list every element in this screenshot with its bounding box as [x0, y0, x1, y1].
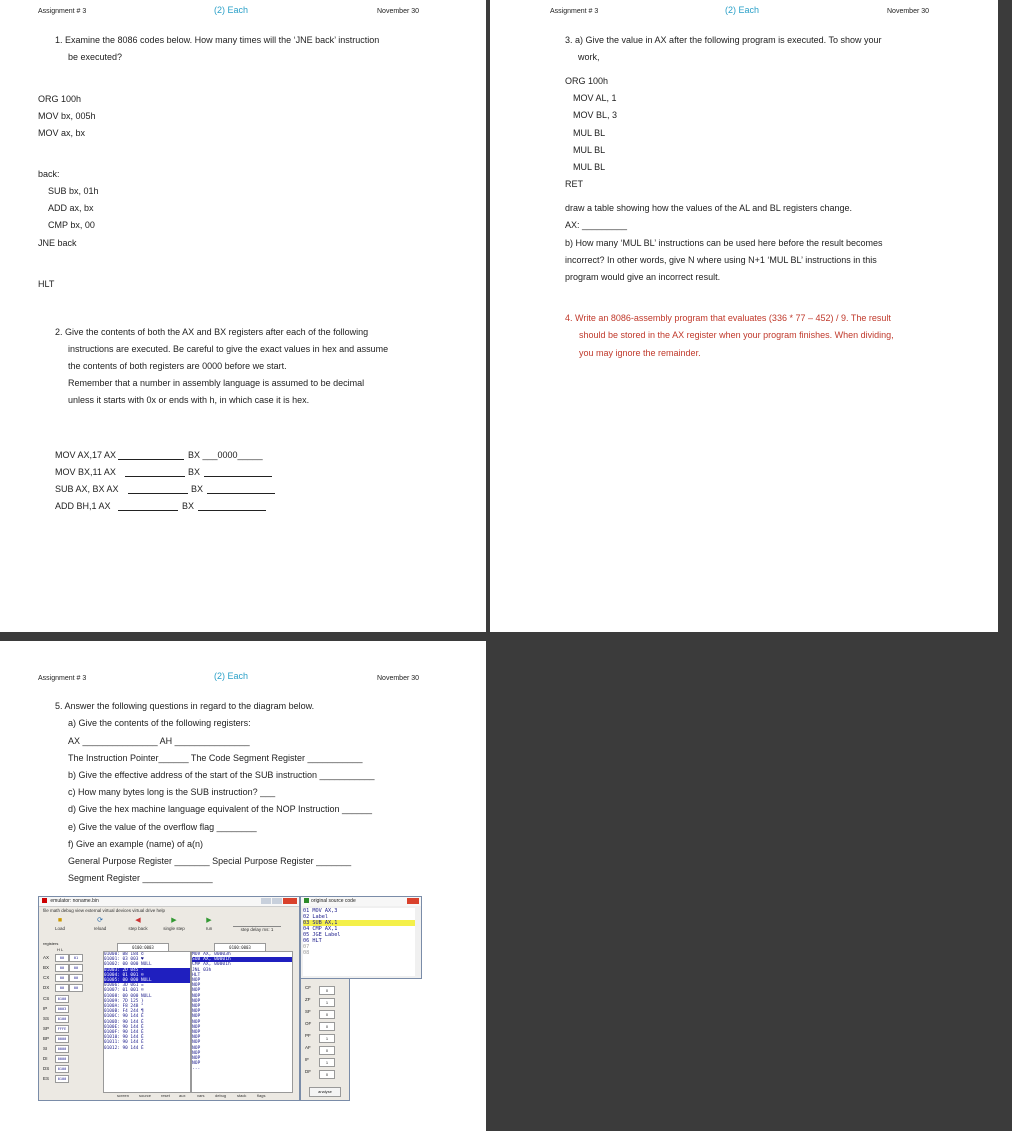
source-line-current: 03 SUB AX,1: [303, 920, 415, 926]
page-1: [0, 0, 486, 632]
q5-line: Segment Register ______________: [68, 873, 213, 883]
code-line: MUL BL: [573, 162, 606, 172]
register-row: BX 00 00: [41, 963, 101, 972]
code-line: MUL BL: [573, 128, 606, 138]
memory-row[interactable]: 0100A: F8 248 °: [104, 1004, 144, 1010]
flag-row: IF 1: [305, 1057, 345, 1067]
table-instr: MOV BX,11 AX: [55, 467, 116, 477]
q5-line: The Instruction Pointer______ The Code Segment Register ___________: [68, 753, 363, 763]
memory-row[interactable]: 01001: 03 003 ♥: [104, 957, 144, 963]
registers-panel: [41, 941, 101, 1091]
q2-text: Remember that a number in assembly language is assumed to be decimal: [68, 378, 365, 388]
code-line: ORG 100h: [38, 94, 82, 104]
register-row: SI 0000: [41, 1044, 101, 1053]
disassembly-row[interactable]: NOP: [192, 998, 201, 1004]
q5-line: d) Give the hex machine language equivalent of the NOP Instruction ______: [68, 804, 373, 814]
header-assignment: Assignment # 3: [38, 675, 87, 682]
flag-row: SF 0: [305, 1009, 345, 1019]
code-line: JNE back: [38, 238, 77, 248]
memory-row[interactable]: 01008: 00 000 NULL: [104, 993, 152, 999]
disassembly-row[interactable]: NOP: [192, 978, 201, 984]
q3-ax-answer: AX: _________: [565, 220, 628, 230]
code-line: MOV ax, bx: [38, 128, 86, 138]
disassembly-row[interactable]: ...: [192, 1066, 201, 1072]
code-label: back:: [38, 169, 60, 179]
q3-table-text: draw a table showing how the values of the AL and BL registers change.: [565, 203, 853, 213]
memory-row[interactable]: 01000: B8 184 ©: [104, 952, 144, 957]
table-bx: BX: [191, 484, 204, 494]
q3-text-2: work,: [578, 52, 600, 62]
app-icon: [42, 898, 47, 903]
q1-text: 1. Examine the 8086 codes below. How many times will the ‘JNE back’ instruction: [55, 35, 380, 45]
disasm-address-field[interactable]: 0100:0003: [214, 943, 266, 952]
q3b-text: program would give an incorrect result.: [565, 272, 721, 282]
source-line: 04 CMP AX,1: [303, 926, 338, 932]
minimize-icon[interactable]: [261, 898, 271, 904]
memory-list[interactable]: [103, 951, 191, 1093]
q2-text: instructions are executed. Be careful to give the exact values in hex and assume: [68, 344, 389, 354]
q5-line: a) Give the contents of the following registers:: [68, 718, 251, 728]
register-row: DI 0000: [41, 1054, 101, 1063]
header-points: (2) Each: [214, 671, 249, 681]
disassembly-row[interactable]: NOP: [192, 1030, 201, 1036]
flag-row: AF 0: [305, 1045, 345, 1055]
load-button[interactable]: ■ Load: [54, 917, 65, 931]
close-icon[interactable]: [283, 898, 297, 904]
header-date: November 30: [377, 8, 420, 15]
register-row: DS 0100: [41, 1064, 101, 1073]
disassembly-row[interactable]: NOP: [192, 1009, 201, 1015]
register-row: AX 00 01: [41, 953, 101, 962]
register-row: BP 0000: [41, 1034, 101, 1043]
table-instr: MOV AX,17 AX: [55, 450, 117, 460]
menu-bar[interactable]: file math debug view external virtual devices virtual drive help: [43, 908, 166, 913]
disassembly-row[interactable]: NOP: [192, 983, 201, 989]
memory-row[interactable]: 01007: 01 001 ☺: [104, 988, 144, 994]
memory-row[interactable]: 01012: 90 144 É: [104, 1045, 144, 1051]
flag-row: OF 0: [305, 1021, 345, 1031]
registers-label: registers: [43, 941, 59, 946]
run-button[interactable]: ▶ run: [205, 917, 213, 931]
header-points: (2) Each: [214, 5, 249, 15]
disassembly-row[interactable]: NOP: [192, 1019, 201, 1025]
disassembly-row[interactable]: HLT: [192, 972, 201, 978]
flag-row: PF 1: [305, 1033, 345, 1043]
code-line: RET: [565, 179, 583, 189]
emulator-title: emulator: noname.bin: [50, 898, 99, 904]
disassembly-row[interactable]: MOV AX, 00003h: [192, 952, 231, 957]
memory-row[interactable]: 0100F: 90 144 É: [104, 1030, 144, 1036]
disassembly-row[interactable]: NOP: [192, 1050, 201, 1056]
source-line: 01 MOV AX,3: [303, 908, 338, 914]
source-title: original source code: [311, 898, 356, 904]
source-button[interactable]: source: [139, 1093, 152, 1098]
memory-row[interactable]: 01011: 90 144 É: [104, 1040, 144, 1046]
source-title-bar[interactable]: [301, 897, 421, 906]
bottom-button-bar: [103, 1093, 293, 1099]
q3b-text: b) How many ‘MUL BL’ instructions can be used here before the result becomes: [565, 238, 883, 248]
register-row: SS 0100: [41, 1014, 101, 1023]
debug-button[interactable]: debug: [215, 1093, 227, 1098]
code-line: SUB bx, 01h: [48, 186, 99, 196]
code-line: ORG 100h: [565, 76, 609, 86]
disassembly-row[interactable]: CMP AX, 00001h: [192, 962, 231, 968]
table-instr: SUB AX, BX AX: [55, 484, 119, 494]
emulator-window: [38, 896, 300, 1101]
register-row: ES 0100: [41, 1074, 101, 1083]
table-bx: BX: [182, 501, 195, 511]
analyse-button[interactable]: analyse: [309, 1087, 341, 1097]
flag-row: DF 0: [305, 1069, 345, 1079]
vars-button[interactable]: vars: [197, 1093, 205, 1098]
memory-row[interactable]: 01005: 00 000 NULL: [104, 978, 190, 983]
q2-text: 2. Give the contents of both the AX and BX registers after each of the following: [55, 327, 369, 337]
close-icon[interactable]: [407, 898, 419, 904]
q5-line: AX _______________ AH _______________: [68, 736, 250, 746]
memory-row[interactable]: 0100D: 90 144 É: [104, 1019, 144, 1025]
disassembly-row[interactable]: NOP: [192, 1014, 201, 1020]
flags-window: [300, 978, 350, 1101]
source-code-window: [300, 896, 422, 979]
reload-button[interactable]: ⟳ reload: [93, 917, 107, 931]
q5-line: c) How many bytes long is the SUB instruction? ___: [68, 787, 276, 797]
flags-button[interactable]: flags: [257, 1093, 266, 1098]
disassembly-row[interactable]: NOP: [192, 1040, 201, 1046]
memory-row[interactable]: 01003: 2D 045 -: [104, 968, 190, 973]
code-line: MOV AL, 1: [573, 93, 617, 103]
memory-row[interactable]: 0100C: 90 144 É: [104, 1014, 144, 1020]
flag-row: CF 0: [305, 985, 345, 995]
register-row: DX 00 00: [41, 983, 101, 992]
q4-text: 4. Write an 8086-assembly program that evaluates (336 * 77 – 452) / 9. The result: [565, 313, 891, 323]
source-line: 02 Label: [303, 914, 328, 920]
q4-text: you may ignore the remainder.: [579, 348, 701, 358]
q5-text: 5. Answer the following questions in regard to the diagram below.: [55, 701, 315, 711]
flag-row: ZF 1: [305, 997, 345, 1007]
q1-text-2: be executed?: [68, 52, 123, 62]
q4-text: should be stored in the AX register when your program finishes. When dividing,: [579, 330, 894, 340]
disassembly-row[interactable]: JNL 03h: [192, 967, 212, 973]
source-icon: [304, 898, 309, 903]
q5-line: b) Give the effective address of the start of the SUB instruction ___________: [68, 770, 375, 780]
memory-row[interactable]: 01010: 90 144 É: [104, 1035, 144, 1041]
q5-line: e) Give the value of the overflow flag ________: [68, 822, 257, 832]
table-bx: BX: [188, 467, 201, 477]
table-instr: ADD BH,1 AX: [55, 501, 111, 511]
code-line: MOV bx, 005h: [38, 111, 96, 121]
disassembly-list[interactable]: [191, 951, 293, 1093]
q2-text: the contents of both registers are 0000 before we start.: [68, 361, 287, 371]
memory-row[interactable]: 0100E: 90 144 É: [104, 1024, 144, 1030]
source-line: 06 HLT: [303, 938, 322, 944]
q5-line: f) Give an example (name) of a(n): [68, 839, 204, 849]
memory-row[interactable]: 01002: 00 000 NULL: [104, 962, 152, 968]
step-back-button[interactable]: ◀ step back: [128, 917, 148, 931]
disassembly-row[interactable]: NOP: [192, 1035, 201, 1041]
register-row: IP 0003: [41, 1004, 101, 1013]
table-bx: BX ___0000_____: [188, 450, 263, 460]
code-line: MOV BL, 3: [573, 110, 618, 120]
q5-line: General Purpose Register _______ Special Purpose Register _______: [68, 856, 352, 866]
memory-row[interactable]: 01009: 7D 125 }: [104, 998, 144, 1004]
emulator-title-bar[interactable]: [39, 897, 299, 907]
hl-header: H L: [57, 947, 64, 952]
disassembly-row[interactable]: SUB AX, 00001h: [192, 957, 292, 962]
register-row: CX 00 00: [41, 973, 101, 982]
code-line: CMP bx, 00: [48, 220, 95, 230]
source-code-editor[interactable]: 01 MOV AX,3 02 Label 03 SUB AX,1 04 CMP AX,1 05 JGE Label 06 HLT 07 08: [303, 908, 415, 976]
maximize-icon[interactable]: [272, 898, 282, 904]
reset-button[interactable]: reset: [161, 1093, 170, 1098]
screen-button[interactable]: screen: [117, 1093, 130, 1098]
q3-text: 3. a) Give the value in AX after the following program is executed. To show your: [565, 35, 882, 45]
memory-row[interactable]: 01006: 3D 061 =: [104, 983, 144, 989]
memory-address-field[interactable]: 0100:0003: [117, 943, 169, 952]
page-2: [490, 0, 998, 632]
single-step-button[interactable]: ▶ single step: [163, 917, 185, 931]
disassembly-row[interactable]: NOP: [192, 1061, 201, 1067]
aux-button[interactable]: aux: [179, 1093, 186, 1098]
header-date: November 30: [887, 8, 930, 15]
code-line: MUL BL: [573, 145, 606, 155]
header-assignment: Assignment # 3: [550, 8, 599, 15]
register-row: CS 0100: [41, 994, 101, 1003]
header-date: November 30: [377, 675, 420, 682]
memory-row[interactable]: 0100B: F4 244 ¶: [104, 1009, 144, 1015]
stack-button[interactable]: stack: [237, 1093, 247, 1098]
register-row: SP FFFE: [41, 1024, 101, 1033]
disassembly-row[interactable]: NOP: [192, 1004, 201, 1010]
source-line: 05 JGE Label: [303, 932, 341, 938]
disassembly-row[interactable]: NOP: [192, 1024, 201, 1030]
header-assignment: Assignment # 3: [38, 8, 87, 15]
disassembly-row[interactable]: NOP: [192, 1045, 201, 1051]
code-line: HLT: [38, 279, 55, 289]
step-delay-slider[interactable]: step delay ms: 1: [229, 916, 285, 938]
disassembly-row[interactable]: NOP: [192, 993, 201, 999]
disassembly-row[interactable]: NOP: [192, 1056, 201, 1062]
q3b-text: incorrect? In other words, give N where using N+1 ‘MUL BL’ instructions in this: [565, 255, 877, 265]
code-line: ADD ax, bx: [48, 203, 94, 213]
disassembly-row[interactable]: NOP: [192, 988, 201, 994]
header-points: (2) Each: [725, 5, 760, 15]
q2-text: unless it starts with 0x or ends with h, in which case it is hex.: [68, 395, 310, 405]
memory-row[interactable]: 01004: 01 001 ☺: [104, 973, 190, 978]
